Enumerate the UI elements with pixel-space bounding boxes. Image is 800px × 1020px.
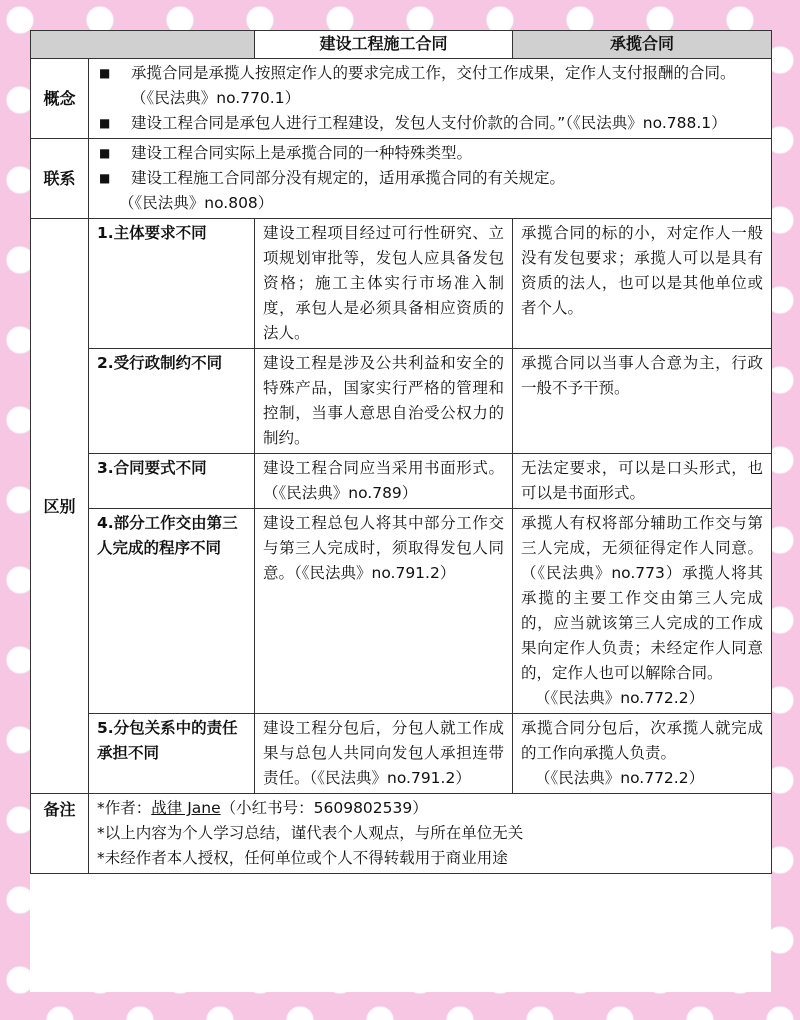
contracting-text: 承揽合同分包后，次承揽人就完成的工作向承揽人负责。 [521,719,763,762]
notes-label: 备注 [31,794,89,874]
difference-title: 3.合同要式不同 [89,454,255,509]
difference-row-4 [31,509,772,714]
contracting-cell [513,714,772,794]
difference-title: 4.部分工作交由第三人完成的程序不同 [89,509,255,714]
difference-row-2 [31,349,772,454]
difference-row-5 [31,714,772,794]
difference-label: 区别 [31,219,89,794]
construction-cell: 建设工程分包后，分包人就工作成果与总包人共同向发包人承担连带责任。（《民法典》no.791.2） [255,714,513,794]
square-bullet-icon: ■ [99,146,111,160]
relation-bullet-1: ■ 建设工程合同实际上是承揽合同的一种特殊类型。 [97,141,765,166]
construction-cell: 建设工程总包人将其中部分工作交与第三人完成时，须取得发包人同意。（《民法典》no.791.2） [255,509,513,714]
difference-row-1 [31,219,772,349]
header-construction-contract: 建设工程施工合同 [255,31,513,59]
notes-row [31,794,772,874]
concept-label: 概念 [31,59,89,139]
difference-title: 2.受行政制约不同 [89,349,255,454]
relation-citation: （《民法典》no.808） [119,194,274,212]
contracting-citation: （《民法典》no.772.2） [535,769,705,787]
construction-cell: 建设工程是涉及公共利益和安全的特殊产品，国家实行严格的管理和控制，当事人意思自治受公权力的制约。 [255,349,513,454]
header-contracting-contract: 承揽合同 [513,31,772,59]
relation-row [31,139,772,219]
construction-cell: 建设工程合同应当采用书面形式。（《民法典》no.789） [255,454,513,509]
contracting-citation: （《民法典》no.772.2） [535,689,705,707]
contracting-cell: 承揽合同以当事人合意为主，行政一般不予干预。 [513,349,772,454]
contracting-cell: 无法定要求，可以是口头形式，也可以是书面形式。 [513,454,772,509]
contracting-text: 承揽人有权将部分辅助工作交与第三人完成，无须征得定作人同意。（《民法典》no.773）承揽人将其承揽的主要工作交由第三人完成的，应当就该第三人完成的工作成果向定作人负责；未经定作人同意的，定作人也可以解除合同。 [521,514,763,682]
comparison-table [30,30,772,874]
header-blank-cell [31,31,255,59]
author-name: 战律 Jane [151,799,221,817]
header-row [31,31,772,59]
contracting-cell [513,509,772,714]
difference-row-3 [31,454,772,509]
square-bullet-icon: ■ [99,171,111,185]
square-bullet-icon: ■ [99,66,111,80]
contracting-cell: 承揽合同的标的小，对定作人一般没有发包要求；承揽人可以是具有资质的法人，也可以是其他单位或者个人。 [513,219,772,349]
difference-title: 1.主体要求不同 [89,219,255,349]
concept-bullet-1: ■ 承揽合同是承揽人按照定作人的要求完成工作，交付工作成果，定作人支付报酬的合同。（《民法典》no.770.1） [97,61,765,111]
copyright-line: *未经作者本人授权，任何单位或个人不得转载用于商业用途 [97,849,508,867]
concept-content [89,59,772,139]
concept-bullet-2: ■ 建设工程合同是承包人进行工程建设，发包人支付价款的合同。”（《民法典》no.788.1） [97,111,765,136]
author-line: *作者：战律 Jane（小红书号：5609802539） [97,799,428,817]
relation-bullet-2: ■ 建设工程施工合同部分没有规定的，适用承揽合同的有关规定。 [97,166,765,191]
disclaimer-line: *以上内容为个人学习总结，谨代表个人观点，与所在单位无关 [97,824,524,842]
document-page [30,30,771,992]
relation-content [89,139,772,219]
square-bullet-icon: ■ [99,116,111,130]
relation-label: 联系 [31,139,89,219]
construction-cell: 建设工程项目经过可行性研究、立项规划审批等，发包人应具备发包资格；施工主体实行市场准入制度，承包人是必须具备相应资质的法人。 [255,219,513,349]
difference-title: 5.分包关系中的责任承担不同 [89,714,255,794]
notes-content [89,794,772,874]
concept-row [31,59,772,139]
